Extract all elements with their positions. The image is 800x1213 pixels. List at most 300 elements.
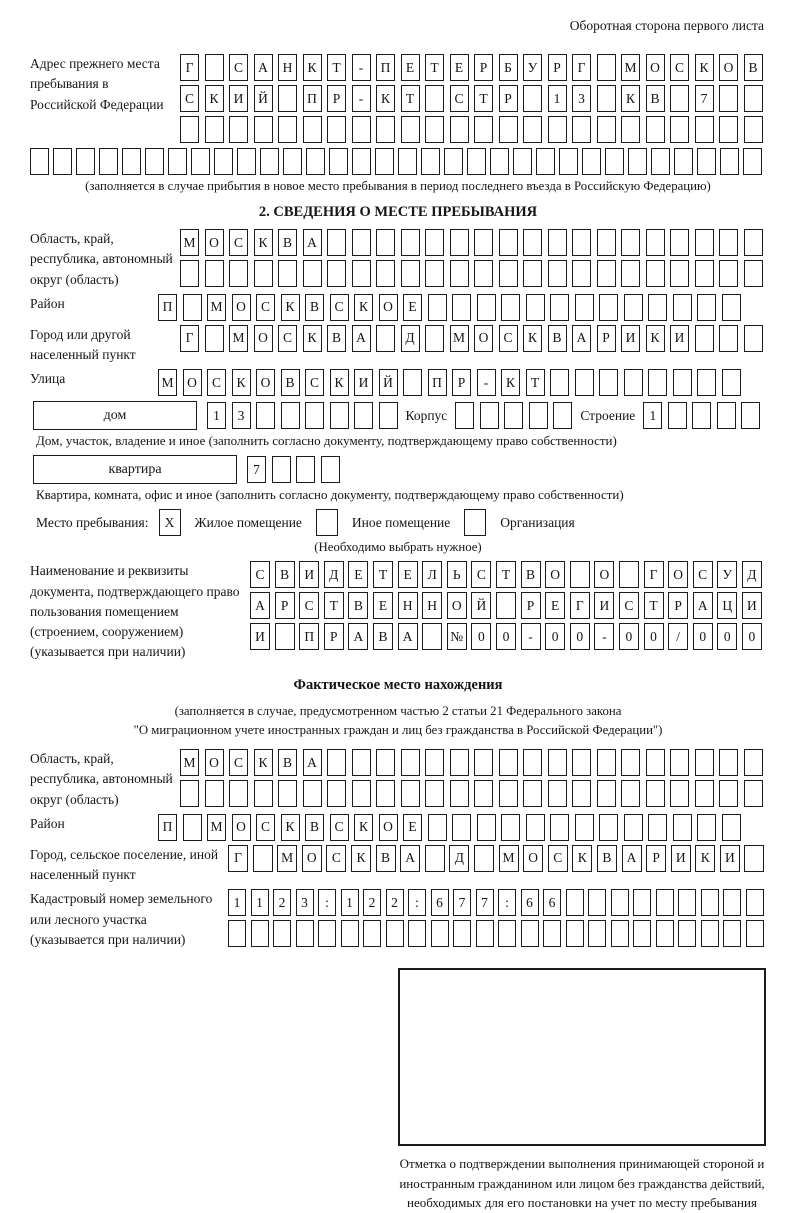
place-type-note: (Необходимо выбрать нужное) bbox=[314, 540, 482, 555]
char-box: Е bbox=[545, 592, 565, 619]
char-box bbox=[719, 116, 738, 143]
char-box bbox=[599, 369, 618, 396]
char-box bbox=[352, 749, 371, 776]
char-box bbox=[582, 148, 601, 175]
char-box bbox=[597, 229, 616, 256]
char-box: 0 bbox=[570, 623, 590, 650]
char-box bbox=[408, 920, 426, 947]
char-box bbox=[428, 814, 447, 841]
char-box: М bbox=[207, 294, 226, 321]
place-type-row bbox=[36, 509, 766, 536]
char-box bbox=[376, 749, 395, 776]
char-grid-region-row1 bbox=[180, 229, 763, 256]
char-box: Й bbox=[254, 85, 273, 112]
char-box bbox=[719, 325, 738, 352]
char-box bbox=[633, 889, 651, 916]
char-box bbox=[474, 780, 493, 807]
char-box: В bbox=[281, 369, 300, 396]
char-box bbox=[401, 116, 420, 143]
char-box: К bbox=[523, 325, 542, 352]
char-box: 0 bbox=[742, 623, 762, 650]
char-box: О bbox=[447, 592, 467, 619]
char-box bbox=[425, 780, 444, 807]
field-document bbox=[30, 561, 766, 662]
char-box: С bbox=[207, 369, 226, 396]
char-box bbox=[523, 780, 542, 807]
char-box bbox=[575, 294, 594, 321]
char-box bbox=[572, 749, 591, 776]
char-box: И bbox=[742, 592, 762, 619]
char-box bbox=[648, 294, 667, 321]
char-box bbox=[474, 845, 494, 872]
char-box bbox=[431, 920, 449, 947]
char-box: К bbox=[205, 85, 224, 112]
char-box bbox=[401, 260, 420, 287]
char-box: - bbox=[594, 623, 614, 650]
char-box bbox=[474, 116, 493, 143]
char-box bbox=[523, 85, 542, 112]
char-box bbox=[513, 148, 532, 175]
char-box bbox=[450, 229, 469, 256]
char-box bbox=[526, 814, 545, 841]
char-box: С bbox=[229, 749, 248, 776]
char-box: С bbox=[299, 592, 319, 619]
char-box bbox=[695, 749, 714, 776]
apartment-type-box: квартира bbox=[33, 455, 237, 484]
char-box bbox=[744, 325, 763, 352]
char-box bbox=[572, 229, 591, 256]
field-cadastral bbox=[30, 889, 766, 950]
char-box: Й bbox=[471, 592, 491, 619]
char-box: И bbox=[229, 85, 248, 112]
char-box bbox=[428, 294, 447, 321]
char-box: А bbox=[572, 325, 591, 352]
char-grid-city bbox=[180, 325, 763, 352]
char-box bbox=[621, 229, 640, 256]
char-box bbox=[656, 920, 674, 947]
char-box: Т bbox=[401, 85, 420, 112]
char-box bbox=[183, 294, 202, 321]
char-box bbox=[722, 814, 741, 841]
field-fact-district bbox=[30, 814, 766, 841]
char-box: 1 bbox=[228, 889, 246, 916]
char-grid-prev-address-row4 bbox=[30, 148, 766, 175]
char-box bbox=[450, 116, 469, 143]
place-type-label: Место пребывания: bbox=[36, 514, 149, 530]
char-box: В bbox=[521, 561, 541, 588]
char-box bbox=[474, 229, 493, 256]
char-box: Н bbox=[398, 592, 418, 619]
char-box: Н bbox=[278, 54, 297, 81]
char-box bbox=[597, 85, 616, 112]
char-box: Г bbox=[180, 325, 199, 352]
char-box: А bbox=[348, 623, 368, 650]
char-box bbox=[376, 116, 395, 143]
char-box: О bbox=[205, 749, 224, 776]
char-box: К bbox=[281, 294, 300, 321]
char-box bbox=[254, 116, 273, 143]
char-box bbox=[599, 294, 618, 321]
char-box: О bbox=[205, 229, 224, 256]
char-box bbox=[376, 229, 395, 256]
char-box bbox=[674, 148, 693, 175]
char-box bbox=[646, 116, 665, 143]
char-grid-street bbox=[158, 369, 741, 396]
char-box: Р bbox=[521, 592, 541, 619]
char-box bbox=[401, 780, 420, 807]
char-box: Т bbox=[327, 54, 346, 81]
char-box: 7 bbox=[453, 889, 471, 916]
char-box bbox=[566, 889, 584, 916]
char-box: О bbox=[719, 54, 738, 81]
char-box bbox=[476, 920, 494, 947]
apartment-caption: Квартира, комната, офис и иное (заполнить согласно документу, подтверждающему право собственности) bbox=[36, 487, 624, 503]
char-box bbox=[695, 325, 714, 352]
char-box bbox=[597, 260, 616, 287]
char-box bbox=[628, 148, 647, 175]
char-box: 0 bbox=[619, 623, 639, 650]
char-grid-apartment bbox=[247, 456, 340, 483]
actual-location-note bbox=[30, 702, 766, 742]
char-box bbox=[575, 814, 594, 841]
char-box: О bbox=[183, 369, 202, 396]
char-box: Е bbox=[401, 54, 420, 81]
char-box bbox=[723, 920, 741, 947]
char-box: И bbox=[354, 369, 373, 396]
char-box: 7 bbox=[247, 456, 266, 483]
char-grid-fact-region-row2 bbox=[180, 780, 763, 807]
char-box bbox=[523, 229, 542, 256]
char-box: 0 bbox=[496, 623, 516, 650]
char-box: Р bbox=[327, 85, 346, 112]
char-box: 7 bbox=[476, 889, 494, 916]
char-box: И bbox=[671, 845, 691, 872]
char-box: М bbox=[277, 845, 297, 872]
char-box bbox=[720, 148, 739, 175]
char-box bbox=[648, 814, 667, 841]
char-box: Д bbox=[324, 561, 344, 588]
char-box bbox=[678, 920, 696, 947]
char-box bbox=[719, 229, 738, 256]
char-box bbox=[253, 845, 273, 872]
char-box: К bbox=[354, 814, 373, 841]
char-box bbox=[303, 116, 322, 143]
char-box: : bbox=[318, 889, 336, 916]
char-box: О bbox=[254, 325, 273, 352]
fact-city-label: Город, сельское поселение, иной населенный пункт bbox=[30, 846, 219, 883]
char-box: 0 bbox=[545, 623, 565, 650]
char-box: Е bbox=[348, 561, 368, 588]
char-box bbox=[228, 920, 246, 947]
char-box bbox=[425, 749, 444, 776]
char-box: Т bbox=[496, 561, 516, 588]
char-box: К bbox=[572, 845, 592, 872]
char-box: М bbox=[207, 814, 226, 841]
char-box: П bbox=[158, 814, 177, 841]
char-box: К bbox=[303, 325, 322, 352]
char-box bbox=[523, 116, 542, 143]
char-box: И bbox=[250, 623, 270, 650]
char-box: К bbox=[232, 369, 251, 396]
char-box bbox=[168, 148, 187, 175]
char-box: Т bbox=[474, 85, 493, 112]
char-box: В bbox=[373, 623, 393, 650]
char-box bbox=[205, 260, 224, 287]
char-box bbox=[499, 780, 518, 807]
char-box: - bbox=[352, 54, 371, 81]
char-box bbox=[229, 260, 248, 287]
actual-location-note-line2: "О миграционном учете иностранных граждан и лиц без гражданства в Российской Федерации") bbox=[133, 723, 663, 738]
char-box: О bbox=[545, 561, 565, 588]
char-box bbox=[273, 920, 291, 947]
char-box bbox=[281, 402, 300, 429]
fact-region-label: Область, край, республика, автономный округ (область) bbox=[30, 751, 173, 807]
char-box: Е bbox=[403, 814, 422, 841]
char-box: Г bbox=[180, 54, 199, 81]
char-box: У bbox=[717, 561, 737, 588]
char-box bbox=[566, 920, 584, 947]
char-box bbox=[145, 148, 164, 175]
char-box: О bbox=[232, 814, 251, 841]
char-box bbox=[53, 148, 72, 175]
char-box bbox=[651, 148, 670, 175]
char-box bbox=[646, 780, 665, 807]
char-box: Г bbox=[570, 592, 590, 619]
char-box: А bbox=[303, 229, 322, 256]
char-box bbox=[214, 148, 233, 175]
char-box: 1 bbox=[251, 889, 269, 916]
char-grid-cadastral-row1 bbox=[228, 889, 764, 916]
district-label: Район bbox=[30, 295, 65, 311]
char-box: Т bbox=[425, 54, 444, 81]
fact-district-label: Район bbox=[30, 815, 65, 831]
option-residential-label: Жилое помещение bbox=[194, 514, 302, 530]
char-box: А bbox=[693, 592, 713, 619]
char-box bbox=[303, 260, 322, 287]
char-box: М bbox=[229, 325, 248, 352]
char-box: - bbox=[521, 623, 541, 650]
char-grid-region-row2 bbox=[180, 260, 763, 287]
char-box bbox=[352, 780, 371, 807]
char-box: - bbox=[352, 85, 371, 112]
char-box: Д bbox=[401, 325, 420, 352]
char-box: И bbox=[720, 845, 740, 872]
char-box bbox=[180, 116, 199, 143]
char-box bbox=[352, 148, 371, 175]
char-box: Е bbox=[450, 54, 469, 81]
char-box bbox=[621, 749, 640, 776]
char-box bbox=[697, 369, 716, 396]
char-box: Р bbox=[646, 845, 666, 872]
char-box bbox=[467, 148, 486, 175]
char-box: О bbox=[379, 814, 398, 841]
char-box: Р bbox=[452, 369, 471, 396]
char-box bbox=[572, 260, 591, 287]
char-box bbox=[719, 260, 738, 287]
char-grid-prev-address-row2 bbox=[180, 85, 763, 112]
char-box bbox=[548, 116, 567, 143]
char-box bbox=[597, 116, 616, 143]
stamp-box bbox=[398, 968, 766, 1146]
char-box bbox=[425, 229, 444, 256]
stamp-caption: Отметка о подтверждении выполнения принимающей стороной и иностранным гражданином или лицом без гражданства действий, необходимых для его постановки на учет по месту пребывания bbox=[399, 1156, 765, 1211]
char-box bbox=[746, 889, 764, 916]
char-box bbox=[548, 749, 567, 776]
char-box bbox=[425, 325, 444, 352]
char-box: 1 bbox=[341, 889, 359, 916]
char-box bbox=[550, 294, 569, 321]
char-box bbox=[597, 54, 616, 81]
char-box bbox=[646, 229, 665, 256]
char-box: М bbox=[180, 749, 199, 776]
char-box: И bbox=[621, 325, 640, 352]
char-box: С bbox=[229, 229, 248, 256]
stamp-area bbox=[398, 968, 766, 1213]
char-box: С bbox=[256, 294, 275, 321]
char-box bbox=[697, 814, 716, 841]
char-box bbox=[646, 260, 665, 287]
char-box: К bbox=[281, 814, 300, 841]
char-box: Б bbox=[499, 54, 518, 81]
char-box bbox=[191, 148, 210, 175]
char-box bbox=[550, 814, 569, 841]
char-box bbox=[744, 749, 763, 776]
char-box bbox=[376, 780, 395, 807]
document-label: Наименование и реквизиты документа, подтверждающего право пользования помещением (строением, сооружением) (указывается при наличии) bbox=[30, 563, 240, 660]
char-box bbox=[597, 780, 616, 807]
char-box: К bbox=[501, 369, 520, 396]
char-box: Е bbox=[373, 592, 393, 619]
char-box bbox=[611, 889, 629, 916]
char-box: О bbox=[646, 54, 665, 81]
char-box bbox=[327, 116, 346, 143]
char-box bbox=[480, 402, 499, 429]
char-box bbox=[229, 780, 248, 807]
char-box bbox=[256, 402, 275, 429]
char-box: Р bbox=[668, 592, 688, 619]
char-box bbox=[695, 116, 714, 143]
cadastral-label: Кадастровый номер земельного или лесного участка (указывается при наличии) bbox=[30, 891, 213, 947]
char-box bbox=[444, 148, 463, 175]
checkbox-organization bbox=[464, 509, 486, 536]
char-box: Р bbox=[275, 592, 295, 619]
char-box: Т bbox=[324, 592, 344, 619]
char-box bbox=[251, 920, 269, 947]
char-box: С bbox=[499, 325, 518, 352]
char-box: 1 bbox=[643, 402, 662, 429]
char-box bbox=[621, 116, 640, 143]
char-box bbox=[744, 845, 764, 872]
char-box: К bbox=[330, 369, 349, 396]
char-box: В bbox=[548, 325, 567, 352]
char-box bbox=[122, 148, 141, 175]
char-box: В bbox=[305, 294, 324, 321]
char-box: : bbox=[498, 889, 516, 916]
char-box: Р bbox=[548, 54, 567, 81]
char-box bbox=[474, 260, 493, 287]
char-box bbox=[536, 148, 555, 175]
char-box: С bbox=[693, 561, 713, 588]
char-box bbox=[526, 294, 545, 321]
char-box: 7 bbox=[695, 85, 714, 112]
char-box bbox=[376, 325, 395, 352]
char-box: / bbox=[668, 623, 688, 650]
char-box bbox=[283, 148, 302, 175]
char-box bbox=[559, 148, 578, 175]
char-box: Г bbox=[572, 54, 591, 81]
char-box bbox=[327, 260, 346, 287]
char-box bbox=[341, 920, 359, 947]
char-grid-fact-region-row1 bbox=[180, 749, 763, 776]
street-label: Улица bbox=[30, 371, 66, 387]
char-box bbox=[744, 85, 763, 112]
char-box bbox=[354, 402, 373, 429]
char-box bbox=[719, 85, 738, 112]
char-box bbox=[403, 369, 422, 396]
char-box: 6 bbox=[543, 889, 561, 916]
char-box bbox=[421, 148, 440, 175]
char-box: Р bbox=[499, 85, 518, 112]
char-box: М bbox=[158, 369, 177, 396]
char-box bbox=[697, 294, 716, 321]
char-box: 0 bbox=[717, 623, 737, 650]
char-box bbox=[670, 116, 689, 143]
char-box: А bbox=[352, 325, 371, 352]
field-fact-city bbox=[30, 845, 766, 886]
char-box bbox=[670, 229, 689, 256]
char-box bbox=[722, 294, 741, 321]
char-box: К bbox=[646, 325, 665, 352]
char-box bbox=[599, 814, 618, 841]
korpus-label: Корпус bbox=[405, 407, 448, 423]
char-box: № bbox=[447, 623, 467, 650]
char-box bbox=[401, 749, 420, 776]
char-box bbox=[352, 229, 371, 256]
region-label: Область, край, республика, автономный округ (область) bbox=[30, 231, 173, 287]
char-box: С bbox=[450, 85, 469, 112]
char-box bbox=[180, 780, 199, 807]
char-box: О bbox=[302, 845, 322, 872]
char-box bbox=[229, 116, 248, 143]
char-box bbox=[670, 780, 689, 807]
char-box bbox=[697, 148, 716, 175]
char-box: Г bbox=[228, 845, 248, 872]
house-row bbox=[30, 401, 766, 430]
char-box: С bbox=[330, 814, 349, 841]
char-box: Ц bbox=[717, 592, 737, 619]
char-box: К bbox=[376, 85, 395, 112]
char-box: П bbox=[376, 54, 395, 81]
char-box bbox=[605, 148, 624, 175]
char-box: 0 bbox=[644, 623, 664, 650]
char-box bbox=[670, 260, 689, 287]
char-box bbox=[744, 229, 763, 256]
char-box bbox=[673, 369, 692, 396]
char-box bbox=[499, 260, 518, 287]
house-type-box: дом bbox=[33, 401, 197, 430]
char-box bbox=[523, 749, 542, 776]
char-box bbox=[624, 294, 643, 321]
char-box bbox=[572, 780, 591, 807]
char-box bbox=[180, 260, 199, 287]
char-box: Ь bbox=[447, 561, 467, 588]
char-box bbox=[719, 780, 738, 807]
checkbox-residential: X bbox=[159, 509, 181, 536]
char-box: 2 bbox=[363, 889, 381, 916]
char-box bbox=[237, 148, 256, 175]
char-box bbox=[692, 402, 711, 429]
char-grid-document-row3 bbox=[250, 623, 762, 650]
